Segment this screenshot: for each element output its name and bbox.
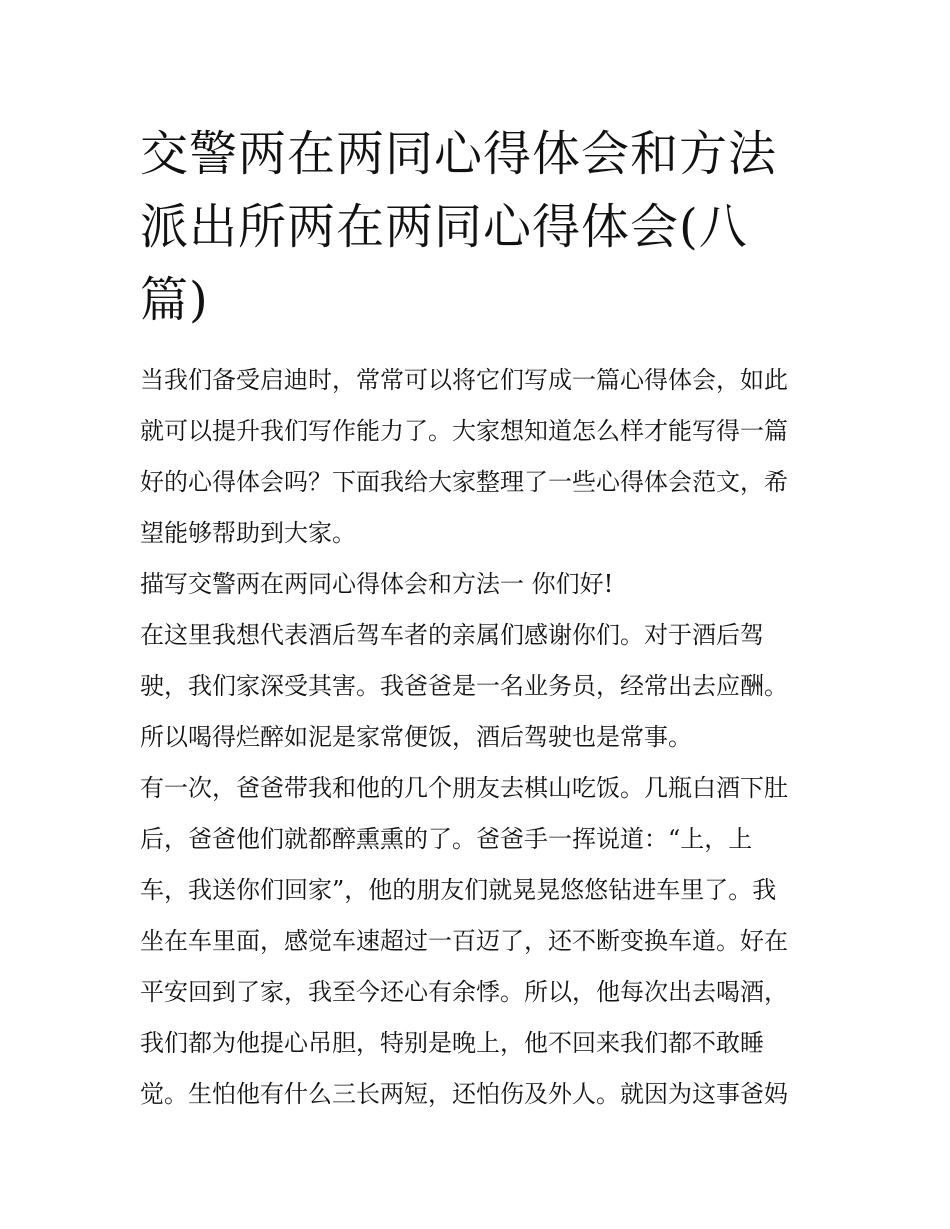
body-line: 坐在车里面，感觉车速超过一百迈了，还不断变换车道。好在 bbox=[140, 927, 788, 955]
document-body bbox=[140, 355, 820, 1120]
title-line-2: 派出所两在两同心得体会(八 bbox=[140, 199, 748, 255]
body-line: 后，爸爸他们就都醉熏熏的了。爸爸手一挥说道：“上，上 bbox=[140, 825, 753, 853]
body-line: 所以喝得烂醉如泥是家常便饭，酒后驾驶也是常事。 bbox=[140, 723, 692, 751]
section-heading-line: 描写交警两在两同心得体会和方法一 你们好! bbox=[140, 570, 614, 598]
title-line-1: 交警两在两同心得体会和方法 bbox=[140, 126, 778, 182]
body-line: 好的心得体会吗？下面我给大家整理了一些心得体会范文，希 bbox=[140, 468, 788, 496]
body-line: 在这里我想代表酒后驾车者的亲属们感谢你们。对于酒后驾 bbox=[140, 621, 764, 649]
body-line: 就可以提升我们写作能力了。大家想知道怎么样才能写得一篇 bbox=[140, 417, 788, 445]
body-line: 有一次，爸爸带我和他的几个朋友去棋山吃饭。几瓶白酒下肚 bbox=[140, 774, 788, 802]
body-line: 我们都为他提心吊胆，特别是晚上，他不回来我们都不敢睡 bbox=[140, 1029, 764, 1057]
body-line: 平安回到了家，我至今还心有余悸。所以，他每次出去喝酒， bbox=[140, 978, 788, 1006]
body-line: 觉。生怕他有什么三长两短，还怕伤及外人。就因为这事爸妈 bbox=[140, 1080, 788, 1108]
body-line: 车，我送你们回家”，他的朋友们就晃晃悠悠钻进车里了。我 bbox=[140, 876, 777, 904]
body-line: 驶，我们家深受其害。我爸爸是一名业务员，经常出去应酬。 bbox=[140, 672, 788, 700]
document-title bbox=[140, 118, 820, 337]
title-line-3: 篇) bbox=[140, 272, 209, 328]
body-line: 当我们备受启迪时，常常可以将它们写成一篇心得体会，如此 bbox=[140, 366, 788, 394]
body-line: 望能够帮助到大家。 bbox=[140, 519, 356, 547]
